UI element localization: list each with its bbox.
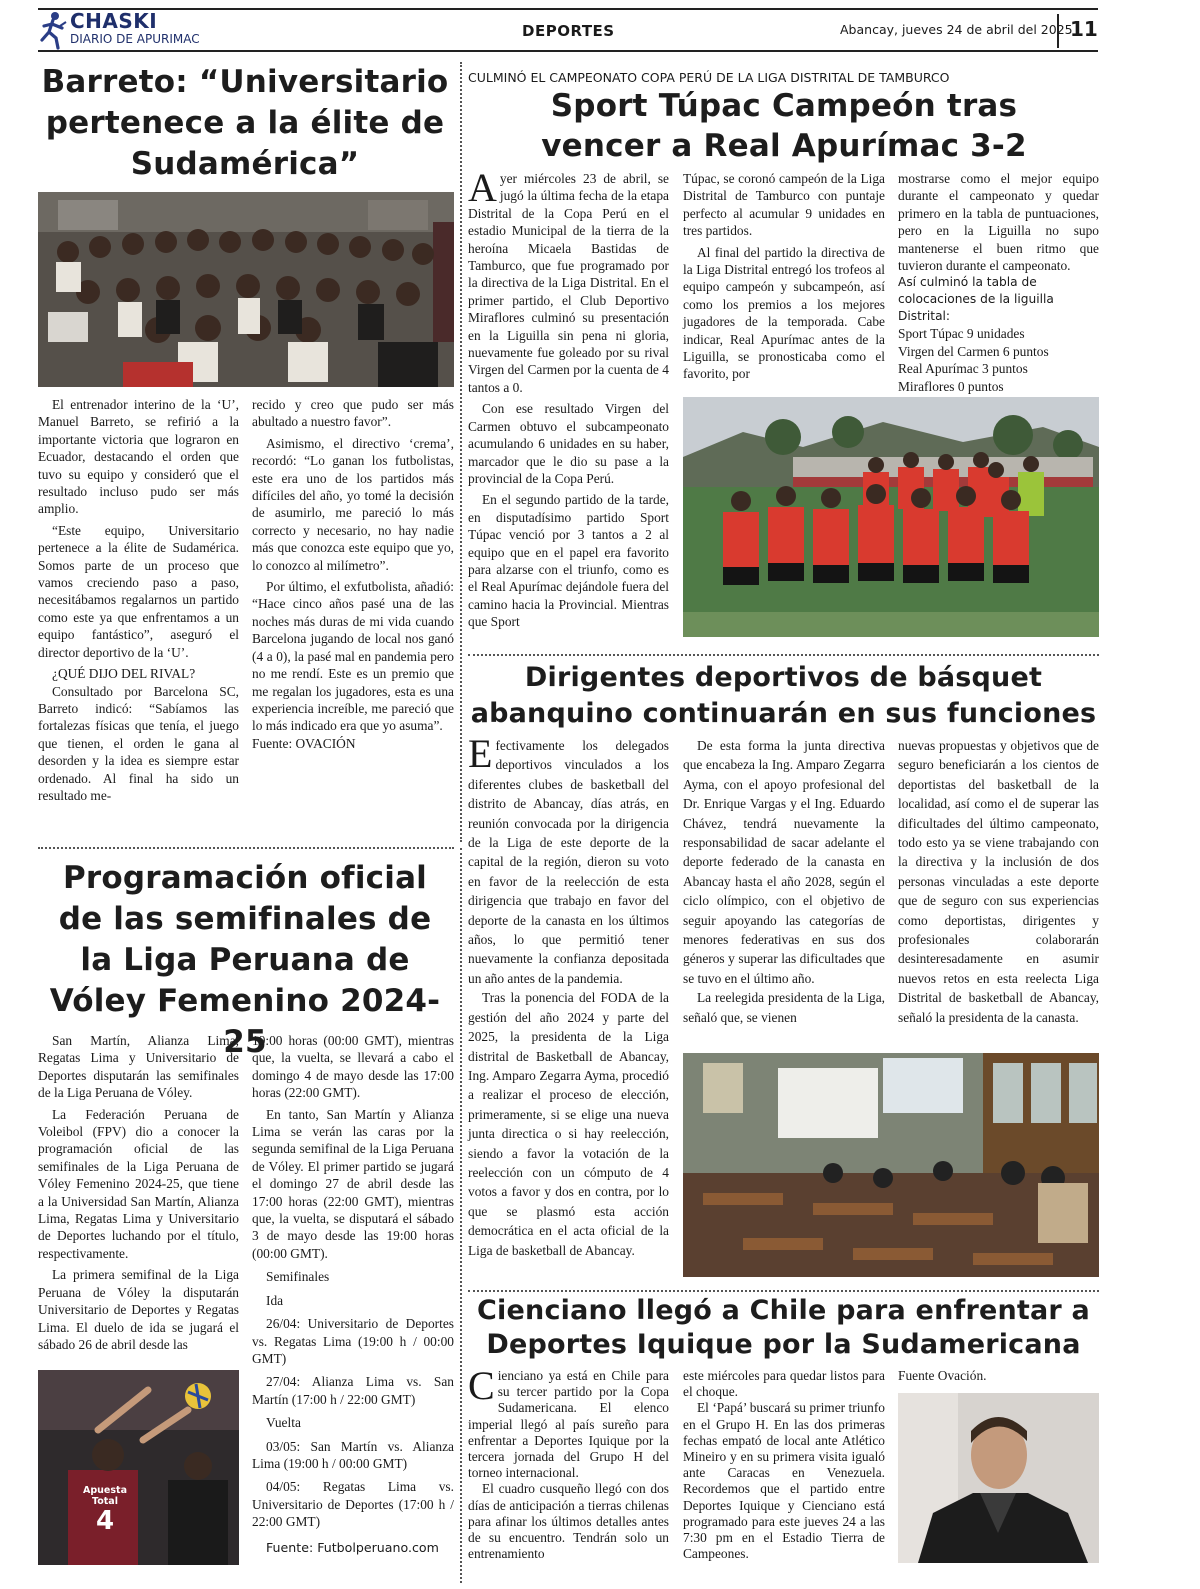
masthead-brand: CHASKI xyxy=(70,9,158,33)
voley-headline: Programación oficial de las semifinales de la Liga Peruana de Vóley Femenino 2024-25 xyxy=(49,860,441,1060)
standings-row: Sport Túpac 9 unidades xyxy=(898,326,1025,342)
schedule-match: 26/04: Universitario de Deportes vs. Regatas Lima (19:00 h / 00:00 GMT) xyxy=(252,1316,454,1366)
cienciano-column-3 xyxy=(898,1368,1099,1384)
basquet-headline: Dirigentes deportivos de básquet abanquino continuarán en sus funciones xyxy=(470,662,1097,729)
barreto-paragraph: Por último, el exfutbolista, añadió: “Hace cinco años pasé una de las noches más duras de mi vida cuando Barcelona jugando de local nos ganó (4 a 0), la pasé mal en pandemia pero no me rendí. Este es un premio que me regalan los jugadores, esta es una experiencia increíble, me pareció que lo más indicado era que yo asuma”. xyxy=(252,579,454,734)
column-divider-bottom xyxy=(460,848,462,1583)
voley-paragraph: San Martín, Alianza Lima, Regatas Lima y Universitario de Deportes disputarán las semifinales de la Liga Peruana de Vóley. xyxy=(38,1033,239,1101)
cienciano-player-photo xyxy=(898,1393,1099,1563)
separator-barreto-voley xyxy=(38,847,454,849)
tupac-paragraph: yer miércoles 23 de abril, se jugó la última fecha de la etapa Distrital de la Copa Perú en el estadio Municipal de la tierra de la heroína Micaela Bastidas de Tamburco, que fue programado por la directiva de la Liga Distrital. En el primer partido, el Club Deportivo Miraflores culminó su presentación en la Liguilla sin pena ni gloria, nuevamente fue goleado por su rival Virgen del Carmen por la cuenta de 4 tantos a 0. xyxy=(468,171,669,395)
tupac-dropcap: A xyxy=(468,165,497,210)
tupac-column-1 xyxy=(468,165,669,631)
sport-tupac-team-photo xyxy=(683,397,1099,637)
basquet-meeting-photo xyxy=(683,1053,1099,1277)
schedule-match: 27/04: Alianza Lima vs. San Martín (17:00 h / 22:00 GMT) xyxy=(252,1374,454,1407)
voley-paragraph: La Federación Peruana de Voleibol (FPV) dio a conocer la programación oficial de las semifinales de la Liga Peruana de Vóley Femenino 2024-25, que tiene a la Universidad San Martín, Alianza Lima, Regatas Lima y Universitario de Deportes luchando por el título, respectivamente. xyxy=(38,1106,239,1261)
basquet-dropcap: E xyxy=(468,731,493,776)
basquet-paragraph: Tras la ponencia del FODA de la gestión del año 2024 y parte del 2025, la presidenta de la Liga distrital de Basketball de Abancay, Ing. Amparo Zegarra Ayma, procedió a realizar el proceso de elección, primeramente, si se elige una nueva junta directica o si hay reelección, siendo a favor la votación de la reelección con un cómputo de 4 votos a favor y dos en contra, por lo que se plasmó esta acción democrática en el acta oficial de la Liga de basketball de Abancay. xyxy=(468,990,669,1258)
schedule-heading: Ida xyxy=(266,1292,284,1308)
voley-paragraph: En tanto, San Martín y Alianza Lima se verán las caras por la segunda semifinal de la Liga Peruana de Vóley. El primer partido se jugará el domingo 27 de abril desde las 17:00 horas (22:00 GMT), mientras que, la vuelta, se disputará el sábado 3 de mayo desde las 19:00 horas (00:00 GMT). xyxy=(252,1106,454,1261)
barreto-paragraph: Consultado por Barcelona SC, Barreto indicó: “Sabíamos las fortalezas físicas que tenía, el juego que tienen, el orden le gana al desorden y la idea es siempre estar ordenado. Al final ha sido un resultado me- xyxy=(38,683,239,803)
barreto-paragraph: Asimismo, el directivo ‘crema’, recordó: “Lo ganan los futbolistas, este era uno de los partidos más difíciles del año, yo tomé la decisión de asumirlo, me pareció lo más correcto y necesario, no hay nadie más que conozca este equipo que yo, lo conozco al milímetro”. xyxy=(252,435,454,573)
cienciano-headline: Cienciano llegó a Chile para enfrentar a Deportes Iquique por la Sudamericana xyxy=(477,1295,1090,1360)
cienciano-source: Fuente Ovación. xyxy=(898,1368,987,1383)
tupac-paragraph: Túpac, se coronó campeón de la Liga Distrital de Tamburco con puntaje perfecto al acumular 9 unidades en tres partidos. xyxy=(683,171,885,239)
barreto-headline: Barreto: “Universitario pertenece a la élite de Sudamérica” xyxy=(41,64,449,182)
cienciano-paragraph: ienciano ya está en Chile para su tercer partido por la Copa Sudamericana. El elenco imperial llegó al país sureño para enfrentar a Deportes Iquique por la tercera jornada del Grupo H del torneo internacional. xyxy=(468,1368,669,1481)
tupac-paragraph: Con ese resultado Virgen del Carmen obtuvo el subcampeonato acumulando 6 unidades en su haber, marcador que le dio su pase a la provincial de la Copa Perú. xyxy=(468,401,669,486)
standings-row: Virgen del Carmen 6 puntos xyxy=(898,343,1049,359)
basquet-paragraph: nuevas propuestas y objetivos que de seguro beneficiarán a los cientos de deportistas del basketball de la localidad, así como el de superar las dificultades del último campeonato, todo esto ya se viene trabajando con la directiva y la inclusión de dos personas vinculadas a este deporte que de seguro con sus experiencias como deportistas, dirigentes y profesionales colaborarán desinteresadamente en asumir nuevos retos en esta reelecta Liga Distrital de basketball de Abancay, señaló la presidenta de la canasta. xyxy=(898,738,1099,1025)
page-number: 11 xyxy=(1070,17,1098,41)
section-title: DEPORTES xyxy=(522,22,615,40)
tupac-paragraph: Al final del partido la directiva de la Liga Distrital entregó los trofeos al equipo campeón y subcampeón, así como los premios a los mejores jugadores de la temporada. Cabe indicar, Real Apurímac antes de la Liguilla, se pronosticaba como el favorito, por xyxy=(683,244,885,382)
barreto-source: Fuente: OVACIÓN xyxy=(252,735,356,751)
voley-column-1 xyxy=(38,1032,239,1353)
separator-tupac-basquet xyxy=(468,654,1099,656)
barreto-paragraph: “Este equipo, Universitario pertenece a la élite de Sudamérica. Somos parte de un proceso que vamos creciendo paso a paso, necesitábamos regalarnos un partido como este ya que enfrentamos a un equipo fantástico”, aseguró el director deportivo de la ‘U’. xyxy=(38,522,239,660)
voley-paragraph: 19:00 horas (00:00 GMT), mientras que, la vuelta, se llevará a cabo el domingo 4 de mayo desde las 17:00 horas (22:00 GMT). xyxy=(252,1033,454,1101)
column-divider-top xyxy=(460,62,462,842)
schedule-match: 04/05: Regatas Lima vs. Universitario de Deportes (17:00 h / 22:00 GMT) xyxy=(252,1479,454,1530)
chaski-runner-logo-icon xyxy=(38,10,68,50)
universitario-team-photo xyxy=(38,192,454,387)
tupac-column-3 xyxy=(898,170,1099,395)
barreto-paragraph: recido y creo que pudo ser más abultado a nuestro favor”. xyxy=(252,397,454,430)
standings-row: Real Apurímac 3 puntos xyxy=(898,361,1028,377)
voley-paragraph: La primera semifinal de la Liga Peruana de Vóley la disputarán Universitario de Deportes y Regatas Lima. El duelo de ida se jugará el sábado 26 de abril desde las xyxy=(38,1267,239,1352)
tupac-headline: Sport Túpac Campeón tras vencer a Real Apurímac 3-2 xyxy=(541,88,1027,164)
standings-title: Así culminó la tabla de colocaciones de la liguilla Distrital: xyxy=(898,275,1054,324)
cienciano-paragraph: El cuadro cusqueño llegó con dos días de anticipación a tierras chilenas para afinar los últimos detalles antes de su encuentro. Tendrán solo un entrenamiento xyxy=(468,1481,669,1562)
jersey-number: 4 xyxy=(95,1506,115,1536)
jersey-sponsor: Apuesta Total xyxy=(83,1485,127,1507)
barreto-column-2 xyxy=(252,396,454,752)
standings-row: Miraflores 0 puntos xyxy=(898,378,1004,394)
masthead-subtitle: DIARIO DE APURIMAC xyxy=(70,32,200,46)
barreto-column-1 xyxy=(38,396,239,804)
masthead-top-rule xyxy=(38,8,1098,10)
cienciano-dropcap: C xyxy=(468,1363,495,1408)
voley-source: Fuente: Futbolperuano.com xyxy=(266,1539,439,1555)
barreto-paragraph: El entrenador interino de la ‘U’, Manuel Barreto, se refirió a la importante victoria que lograron en Ecuador, destacando el orden que tuvo su equipo y consideró que el resultado incluso pudo ser más amplio. xyxy=(38,397,239,517)
basquet-paragraph: De esta forma la junta directiva que encabeza la Ing. Amparo Zegarra Ayma, con el apoyo profesional del Dr. Enrique Vargas y el Ing. Eduardo Chávez, tendrá nuevamente la responsabilidad de sacar adelante el deporte federado de la canasta en Abancay hasta el año 2028, según el ciclo olímpico, con el objetivo de seguir apoyando las categorías de menores federativas en sus dos géneros y superar las dificultades que se tuvo en el último año. xyxy=(683,738,885,986)
cienciano-column-2 xyxy=(683,1368,885,1562)
basquet-paragraph: fectivamente los delegados deportivos vinculados a los diferentes clubes de basketball del distrito de Abancay, días atrás, en reunión convocada por la dirigencia de la Liga de este deporte de la capital de la región, dieron su voto en favor de la reelección de esta dirigencia que trabajo en favor del deporte de la canasta en los últimos años, lo que permitió tener nuevamente la confianza depositada un año antes de la pandemia. xyxy=(468,738,669,986)
schedule-heading: Vuelta xyxy=(266,1415,301,1431)
issue-date: Abancay, jueves 24 de abril del 2025 xyxy=(840,22,1073,37)
basquet-column-2 xyxy=(683,736,885,1027)
basquet-paragraph: La reelegida presidenta de la Liga, señaló que, se vienen xyxy=(683,990,885,1025)
tupac-paragraph: En el segundo partido de la tarde, en disputadísimo partido Sport Túpac venció por 3 tantos a 2 al equipo que en el papel era favorito para alzarse con el triunfo, como es el Real Apurímac dejándole fuera del camino hacia la Provincial. Mientras que Sport xyxy=(468,492,669,630)
basquet-column-3 xyxy=(898,736,1099,1027)
tupac-kicker: CULMINÓ EL CAMPEONATO COPA PERÚ DE LA LIGA DISTRITAL DE TAMBURCO xyxy=(468,70,950,85)
voley-column-2 xyxy=(252,1032,454,1556)
separator-basquet-cienciano xyxy=(468,1290,1099,1292)
cienciano-column-1 xyxy=(468,1363,669,1562)
barreto-subhead: ¿QUÉ DIJO DEL RIVAL? xyxy=(52,666,196,682)
cienciano-paragraph: El ‘Papá’ buscará su primer triunfo en el Grupo H. En las dos primeras fechas empató de local ante Atlético Mineiro y en su primera visita igualó ante Caracas en Venezuela. Recordemos que el partido entre Deportes Iquique y Cienciano está programado para este jueves 24 a las 7:30 pm en el Estadio Tierra de Campeones. xyxy=(683,1400,885,1562)
volleyball-match-photo xyxy=(38,1370,239,1565)
schedule-heading: Semifinales xyxy=(266,1269,330,1285)
tupac-paragraph: mostrarse como el mejor equipo durante el campeonato y quedar primero en la tabla de puntuaciones, pero en la Liguilla no supo mantenerse el buen ritmo que tuvieron durante el campeonato. xyxy=(898,171,1099,274)
masthead-bottom-rule xyxy=(38,50,1098,52)
tupac-column-2 xyxy=(683,170,885,383)
basquet-column-1 xyxy=(468,731,669,1260)
cienciano-paragraph: este miércoles para quedar listos para el choque. xyxy=(683,1368,885,1400)
schedule-match: 03/05: San Martín vs. Alianza Lima (19:00 h / 00:00 GMT) xyxy=(252,1438,454,1471)
